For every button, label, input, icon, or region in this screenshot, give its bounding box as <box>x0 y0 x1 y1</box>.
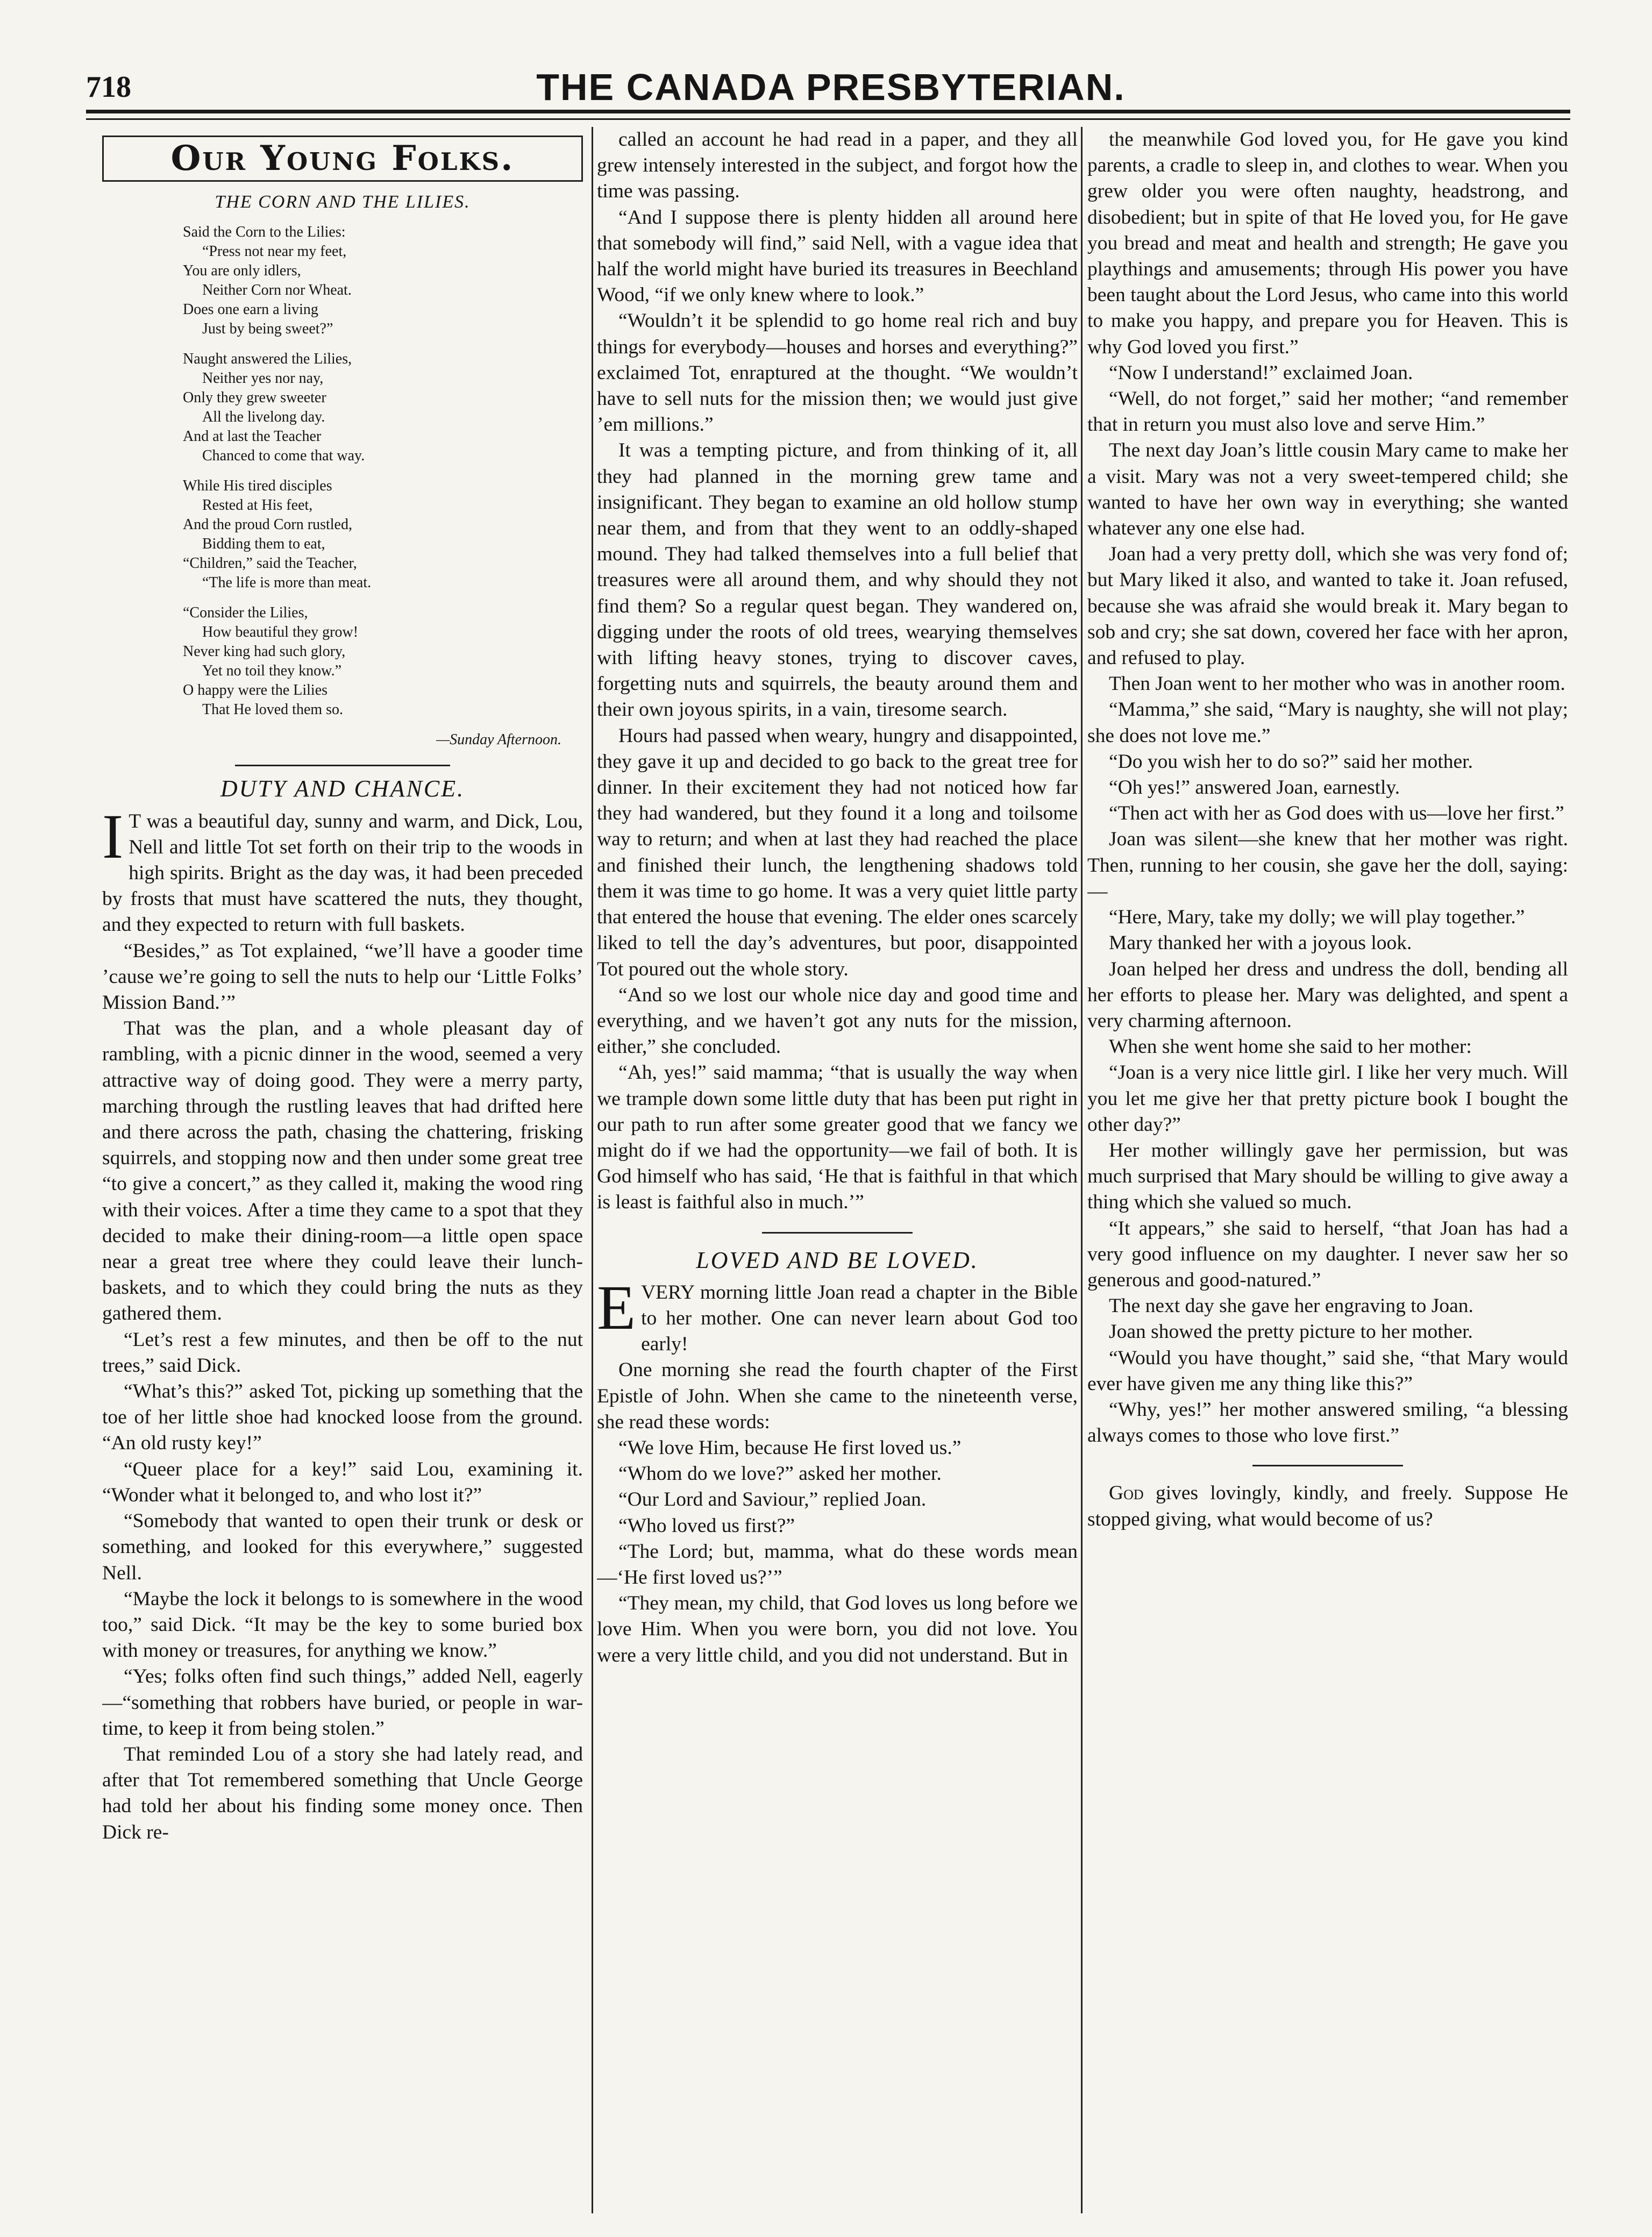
paragraph: “They mean, my child, that God loves us long before we love Him. When you were born, you did not love. You were a very little child, and you did not understand. But in <box>597 1592 1078 1666</box>
paragraph-text: T was a beautiful day, sunny and warm, and Dick, Lou, Nell and little Tot set forth on their trip to the woods in high spirits. Bright as the day was, it had been preceded by frosts that must have scattered the nuts, they thought, and they expected to return with full baskets. <box>102 810 583 936</box>
paragraph: “Somebody that wanted to open their trunk or desk or something, and looked for this everywhere,” suggested Nell. <box>102 1510 583 1584</box>
paragraph: That was the plan, and a whole pleasant day of rambling, with a picnic dinner in the wood, seemed a very attractive way of doing good. They were a merry party, marching through the rustling leaves that had drifted here and there across the path, chasing the chattering, frisking squirrels, and stopping now and then under some great tree “to give a concert,” as they called it, making the wood ring with their voices. After a time they came to a spot that they decided to make their dining-room—a little open space near a great tree where they could leave their lunch-baskets, and to which they could bring the nuts as they gathered them. <box>102 1017 583 1325</box>
paragraph: It was a tempting picture, and from thinking of it, all they had planned in the morning grew tame and insignificant. They began to examine an old hollow stump near them, and from that they went to an oddly-shaped mound. They had talked themselves into a full belief that treasures were all around them, and why should they not find them? So a regular quest began. They wandered on, digging under the roots of old trees, wearying themselves with lifting heavy stones, trying to discover caves, forgetting nuts and squirrels, the beauty around them and their own joyous spirits, in a vain, tiresome search. <box>597 439 1078 721</box>
section-title-box <box>102 136 583 182</box>
header-rule-thick <box>86 110 1570 113</box>
paragraph: “Queer place for a key!” said Lou, examining it. “Wonder what it belonged to, and who lost it?” <box>102 1458 583 1506</box>
column-separator-2 <box>1081 127 1083 2213</box>
poem-line: “Press not near my feet, <box>202 243 347 260</box>
paragraph: the meanwhile God loved you, for He gave you kind parents, a cradle to sleep in, and clothes to wear. When you grew older you were often naughty, headstrong, and disobedient; but in spite of that He loved you, for He gave you bread and meat and health and strength; He gave you playthings and amusements; through His power you have been taught about the Lord Jesus, who came into this world to make you happy, and prepare you for Heaven. This is why God loved you first.” <box>1087 129 1568 358</box>
poem <box>183 223 583 719</box>
paragraph: “Here, Mary, take my dolly; we will play together.” <box>1109 906 1525 929</box>
paragraph: Mary thanked her with a joyous look. <box>1109 932 1412 954</box>
column-1-paragraphs <box>102 938 583 1846</box>
story-divider <box>762 1232 913 1234</box>
paragraph: Then Joan went to her mother who was in another room. <box>1109 673 1565 695</box>
poem-line: Neither yes nor nay, <box>202 370 324 387</box>
drop-cap: E <box>597 1272 636 1343</box>
paragraph: “Now I understand!” exclaimed Joan. <box>1109 361 1413 384</box>
paragraph: Her mother willingly gave her permission, but was much surprised that Mary should be willing to give away a thing which she valued so much. <box>1087 1139 1568 1214</box>
poem-stanza <box>183 350 583 466</box>
journal-title: THE CANADA PRESBYTERIAN. <box>536 66 1126 108</box>
paragraph: “Besides,” as Tot explained, “we’ll have a gooder time ’cause we’re going to sell the nuts to help our ‘Little Folks’ Mission Band.’” <box>102 939 583 1014</box>
poem-line: “The life is more than meat. <box>202 574 372 592</box>
paragraph: That reminded Lou of a story she had lately read, and after that Tot remembered something that Uncle George had told her about his finding some money once. Then Dick re- <box>102 1743 583 1843</box>
paragraph: “And I suppose there is plenty hidden all around here that somebody will find,” said Nell, with a vague idea that half the world might have buried its treasures in Beechland Wood, “if we only knew where to look.” <box>597 206 1078 307</box>
paragraph: “We love Him, because He first loved us.” <box>618 1436 962 1459</box>
column-separator-1 <box>592 127 593 2213</box>
poem-line: How beautiful they grow! <box>202 624 359 641</box>
poem-title: THE CORN AND THE LILIES. <box>215 192 471 212</box>
poem-line: Never king had such glory, <box>183 643 346 660</box>
paragraph: One morning she read the fourth chapter of the First Epistle of John. When she came to the nineteenth verse, she read these words: <box>597 1359 1078 1433</box>
paragraph: “Why, yes!” her mother answered smiling, “a blessing always comes to those who love first.” <box>1087 1398 1568 1447</box>
closing-paragraph <box>1087 1480 1568 1532</box>
poem-line: “Children,” said the Teacher, <box>183 555 357 572</box>
poem-line: O happy were the Lilies <box>183 682 328 699</box>
poem-line: All the livelong day. <box>202 409 325 426</box>
poem-line: You are only idlers, <box>183 262 301 280</box>
paragraph: “The Lord; but, mamma, what do these words mean—‘He first loved us?’” <box>597 1540 1078 1588</box>
paragraph: When she went home she said to her mother: <box>1109 1036 1472 1058</box>
paragraph: “Oh yes!” answered Joan, earnestly. <box>1109 776 1400 799</box>
story-first-paragraph <box>102 801 583 938</box>
page-number: 718 <box>86 70 131 104</box>
section-title: Our Young Folks. <box>170 138 515 179</box>
paragraph: “Would you have thought,” said she, “that Mary would ever have given me any thing like this?” <box>1087 1347 1568 1395</box>
header-rule-thin <box>86 118 1570 120</box>
paragraph: “Our Lord and Saviour,” replied Joan. <box>618 1488 927 1511</box>
paragraph: “Whom do we love?” asked her mother. <box>618 1463 942 1485</box>
poem-line: Chanced to come that way. <box>202 447 365 465</box>
paragraph: “Yes; folks often find such things,” added Nell, eagerly—“something that robbers have buried, or people in war-time, to keep it from being stolen.” <box>102 1665 583 1740</box>
poem-line: Just by being sweet?” <box>202 320 333 338</box>
drop-cap: I <box>102 801 124 872</box>
paragraph: Joan had a very pretty doll, which she was very fond of; but Mary liked it also, and wanted to take it. Joan refused, because she was afraid she would break it. Mary began to sob and cry; she sat down, covered her face with her apron, and refused to play. <box>1087 543 1568 669</box>
paragraph: The next day she gave her engraving to Joan. <box>1109 1295 1473 1317</box>
column-1 <box>102 127 583 2213</box>
poem-stanza <box>183 603 583 719</box>
poem-line: Neither Corn nor Wheat. <box>202 282 352 299</box>
paragraph: “It appears,” she said to herself, “that Joan has had a very good influence on my daughter. I never saw her so generous and good-natured.” <box>1087 1217 1568 1291</box>
poem-line: That He loved them so. <box>202 701 344 718</box>
paragraph: “Maybe the lock it belongs to is somewhere in the wood too,” said Dick. “It may be the key to some buried box with money or treasures, for anything we know.” <box>102 1587 583 1662</box>
story-divider <box>235 765 450 766</box>
paragraph: “Wouldn’t it be splendid to go home real rich and buy things for everybody—houses and horses and everything?” exclaimed Tot, enraptured at the thought. “We wouldn’t have to sell nuts for the mission then; we would just give ’em millions.” <box>597 310 1078 436</box>
paragraph: “Well, do not forget,” said her mother; “and remember that in return you must also love and serve Him.” <box>1087 388 1568 436</box>
closing-lead: God <box>1109 1482 1144 1505</box>
story-title-duty-and-chance: DUTY AND CHANCE. <box>220 775 465 802</box>
paragraph: Joan was silent—she knew that her mother was right. Then, running to her cousin, she gave her the doll, saying:— <box>1087 828 1568 902</box>
paragraph: “Then act with her as God does with us—love her first.” <box>1109 802 1564 825</box>
column-2-story-2-paragraphs <box>597 1357 1078 1668</box>
poem-line: And at last the Teacher <box>183 428 322 445</box>
paragraph: Joan showed the pretty picture to her mother. <box>1109 1321 1473 1343</box>
story-first-paragraph <box>597 1272 1078 1358</box>
paragraph: Hours had passed when weary, hungry and disappointed, they gave it up and decided to go back to the great tree for dinner. In their excitement they had not noticed how far they had wandered, but they found it a long and toilsome way to return; and when at last they had reached the place and finished their lunch, the lengthening shadows told them it was time to go home. It was a very quiet little party that entered the house that evening. The elder ones scarcely liked to tell the day’s adventures, but poor, disappointed Tot poured out the whole story. <box>597 724 1078 980</box>
paragraph: “Who loved us first?” <box>618 1514 795 1537</box>
paragraph: “And so we lost our whole nice day and good time and everything, and we haven’t got any nuts for the mission, either,” she concluded. <box>597 984 1078 1058</box>
poem-line: Naught answered the Lilies, <box>183 351 352 368</box>
poem-stanza <box>183 223 583 339</box>
column-2 <box>597 127 1078 2213</box>
paragraph: “Do you wish her to do so?” said her mother. <box>1109 750 1473 773</box>
paragraph: “Ah, yes!” said mamma; “that is usually the way when we trample down some little duty that has been put right in our path to run after some greater good that we fancy we might do if we had the opportunity—we fail of both. It is God himself who has said, ‘He that is faithful in that which is least is faithful also in much.’” <box>597 1061 1078 1214</box>
paragraph: called an account he had read in a paper, and they all grew intensely interested in the subject, and forgot how the time was passing. <box>597 129 1078 203</box>
poem-credit: —Sunday Afternoon. <box>436 731 561 749</box>
poem-line: While His tired disciples <box>183 478 332 495</box>
page-header <box>86 58 1576 106</box>
poem-line: “Consider the Lilies, <box>183 604 308 622</box>
paragraph: “Joan is a very nice little girl. I like her very much. Will you let me give her that pretty picture book I bought the other day?” <box>1087 1061 1568 1136</box>
paragraph: “Let’s rest a few minutes, and then be off to the nut trees,” said Dick. <box>102 1328 583 1377</box>
paragraph: “Mamma,” she said, “Mary is naughty, she will not play; she does not love me.” <box>1087 699 1568 747</box>
poem-line: Only they grew sweeter <box>183 389 326 407</box>
poem-line: Bidding them to eat, <box>202 536 325 553</box>
paragraph: “What’s this?” asked Tot, picking up something that the toe of her little shoe had knocked loose from the ground. “An old rusty key!” <box>102 1380 583 1455</box>
closing-divider <box>1252 1465 1403 1466</box>
paragraph-text: VERY morning little Joan read a chapter in the Bible to her mother. One can never learn about God too early! <box>641 1281 1078 1356</box>
closing-text: gives lovingly, kindly, and freely. Suppose He stopped giving, what would become of us? <box>1087 1482 1568 1530</box>
paragraph: The next day Joan’s little cousin Mary came to make her a visit. Mary was not a very sweet-tempered child; she wanted to have her own way in everything; she wanted whatever any one else had. <box>1087 439 1568 540</box>
poem-line: Said the Corn to the Lilies: <box>183 224 346 241</box>
poem-line: Does one earn a living <box>183 301 318 318</box>
story-title-loved-and-be-loved: LOVED AND BE LOVED. <box>696 1246 979 1273</box>
paragraph: Joan helped her dress and undress the doll, bending all her efforts to please her. Mary was delighted, and spent a very charming afternoon. <box>1087 958 1568 1032</box>
poem-line: Yet no toil they know.” <box>202 662 341 680</box>
poem-line: Rested at His feet, <box>202 497 313 514</box>
column-3-paragraphs <box>1087 127 1568 1449</box>
poem-stanza <box>183 476 583 593</box>
column-3 <box>1087 127 1568 2213</box>
column-2-paragraphs <box>597 127 1078 1216</box>
poem-line: And the proud Corn rustled, <box>183 516 352 533</box>
